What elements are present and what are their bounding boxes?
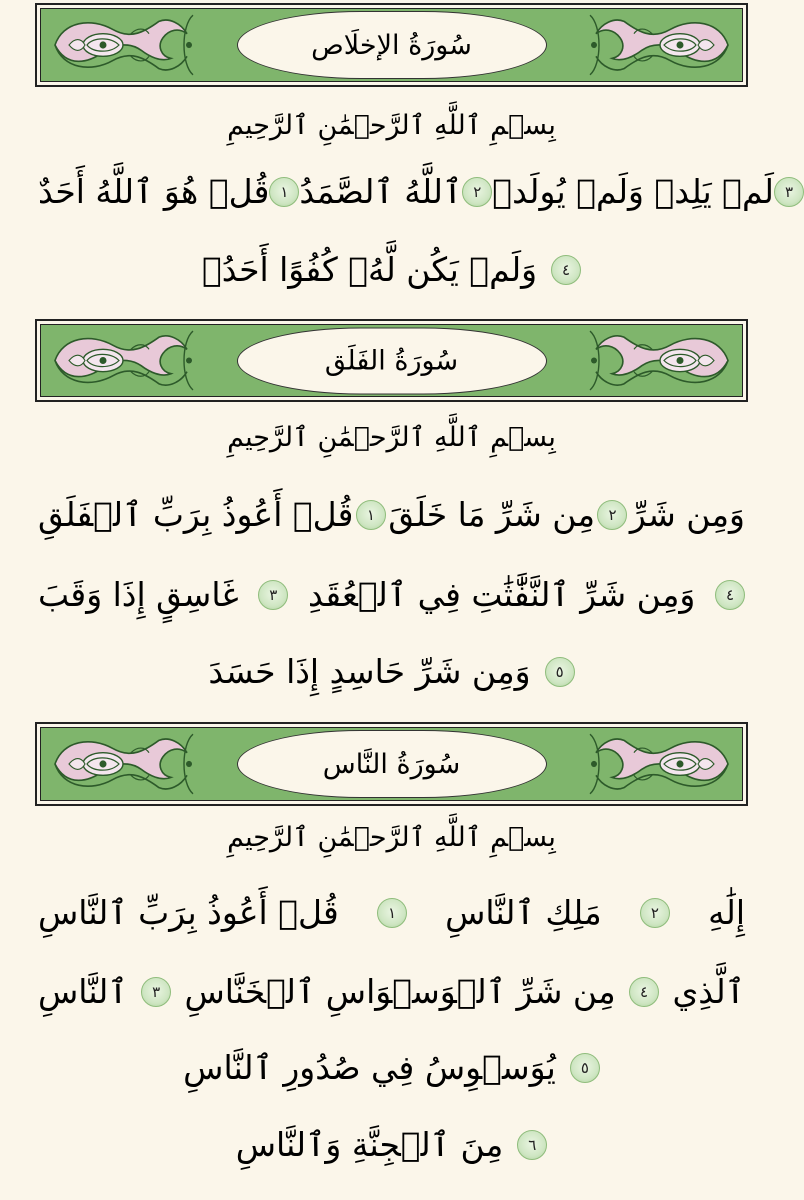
verse-line [38, 250, 745, 289]
ayah-end-marker-icon: ٢ [462, 177, 492, 207]
ayah-end-marker-icon: ٥ [545, 657, 575, 687]
verse-text: قُلۡ هُوَ ٱللَّهُ أَحَدٌ [38, 172, 270, 211]
basmala: بِسۡمِ ٱللَّهِ ٱلرَّحۡمَٰنِ ٱلرَّحِيمِ [227, 822, 556, 853]
ayah-end-marker-icon: ٤ [551, 255, 581, 285]
verse-text: قُلۡ أَعُوذُ بِرَبِّ ٱلۡفَلَقِ [38, 495, 354, 534]
verse-text: ٱلنَّاسِ [38, 972, 128, 1011]
verse-text: مِن شَرِّ ٱلۡوَسۡوَاسِ ٱلۡخَنَّاسِ [184, 972, 616, 1011]
surah-title-plate [237, 730, 547, 798]
verse-line [38, 893, 745, 932]
verse-line [38, 575, 745, 614]
surah-title: سُورَةُ الفَلَق [324, 345, 459, 376]
ayah-end-marker-icon: ٦ [517, 1130, 547, 1160]
verse-line [38, 1048, 745, 1087]
surah-header-nas [35, 722, 748, 806]
arabesque-ornament-icon [582, 325, 742, 396]
surah-header-frame [40, 8, 743, 82]
basmala: بِسۡمِ ٱللَّهِ ٱلرَّحۡمَٰنِ ٱلرَّحِيمِ [227, 422, 556, 453]
ayah-end-marker-icon: ١ [377, 898, 407, 928]
verse-text: إِلَٰهِ [708, 893, 745, 932]
verse-text: وَلَمۡ يَكُن لَّهُۥ كُفُوًا أَحَدُۢ [201, 250, 538, 289]
surah-title: سُورَةُ الإخلَاص [311, 29, 472, 61]
ayah-end-marker-icon: ٥ [570, 1053, 600, 1083]
verse-text: وَمِن شَرِّ [629, 495, 745, 534]
ayah-end-marker-icon: ١ [269, 177, 299, 207]
verse-text: مَلِكِ ٱلنَّاسِ [445, 893, 602, 932]
verse-text: مِن شَرِّ مَا خَلَقَ [388, 495, 596, 534]
surah-title-plate [237, 11, 547, 79]
arabesque-ornament-icon [582, 728, 742, 800]
surah-title-plate [237, 327, 547, 394]
ayah-end-marker-icon: ٤ [629, 977, 659, 1007]
verse-text: ٱلَّذِي [672, 972, 745, 1011]
surah-header-frame [40, 727, 743, 801]
verse-text: ٱللَّهُ ٱلصَّمَدُ [299, 172, 463, 211]
ayah-end-marker-icon: ٣ [141, 977, 171, 1007]
ayah-end-marker-icon: ١ [356, 500, 386, 530]
arabesque-ornament-icon [41, 728, 201, 800]
verse-line [38, 1125, 745, 1164]
verse-line [38, 972, 745, 1011]
arabesque-ornament-icon [582, 9, 742, 81]
ayah-end-marker-icon: ٣ [774, 177, 804, 207]
surah-header-falaq [35, 319, 748, 402]
ayah-end-marker-icon: ٢ [597, 500, 627, 530]
arabesque-ornament-icon [41, 325, 201, 396]
basmala: بِسۡمِ ٱللَّهِ ٱلرَّحۡمَٰنِ ٱلرَّحِيمِ [227, 110, 556, 141]
arabesque-ornament-icon [41, 9, 201, 81]
verse-text: قُلۡ أَعُوذُ بِرَبِّ ٱلنَّاسِ [38, 893, 339, 932]
verse-line [38, 652, 745, 691]
verse-text: وَمِن شَرِّ حَاسِدٍ إِذَا حَسَدَ [208, 652, 531, 691]
verse-text: لَمۡ يَلِدۡ وَلَمۡ يُولَدۡ [492, 172, 774, 211]
verse-text: غَاسِقٍ إِذَا وَقَبَ [38, 575, 239, 614]
ayah-end-marker-icon: ٢ [640, 898, 670, 928]
verse-text: وَمِن شَرِّ ٱلنَّفَّٰثَٰتِ فِي ٱلۡعُقَدِ [307, 575, 696, 614]
verse-line [38, 172, 794, 211]
verse-line [38, 495, 745, 534]
surah-header-frame [40, 324, 743, 397]
ayah-end-marker-icon: ٤ [715, 580, 745, 610]
verse-text: مِنَ ٱلۡجِنَّةِ وَٱلنَّاسِ [235, 1125, 504, 1164]
verse-text: يُوَسۡوِسُ فِي صُدُورِ ٱلنَّاسِ [183, 1048, 556, 1087]
surah-title: سُورَةُ النَّاس [322, 748, 461, 780]
surah-header-ikhlas [35, 3, 748, 87]
ayah-end-marker-icon: ٣ [258, 580, 288, 610]
